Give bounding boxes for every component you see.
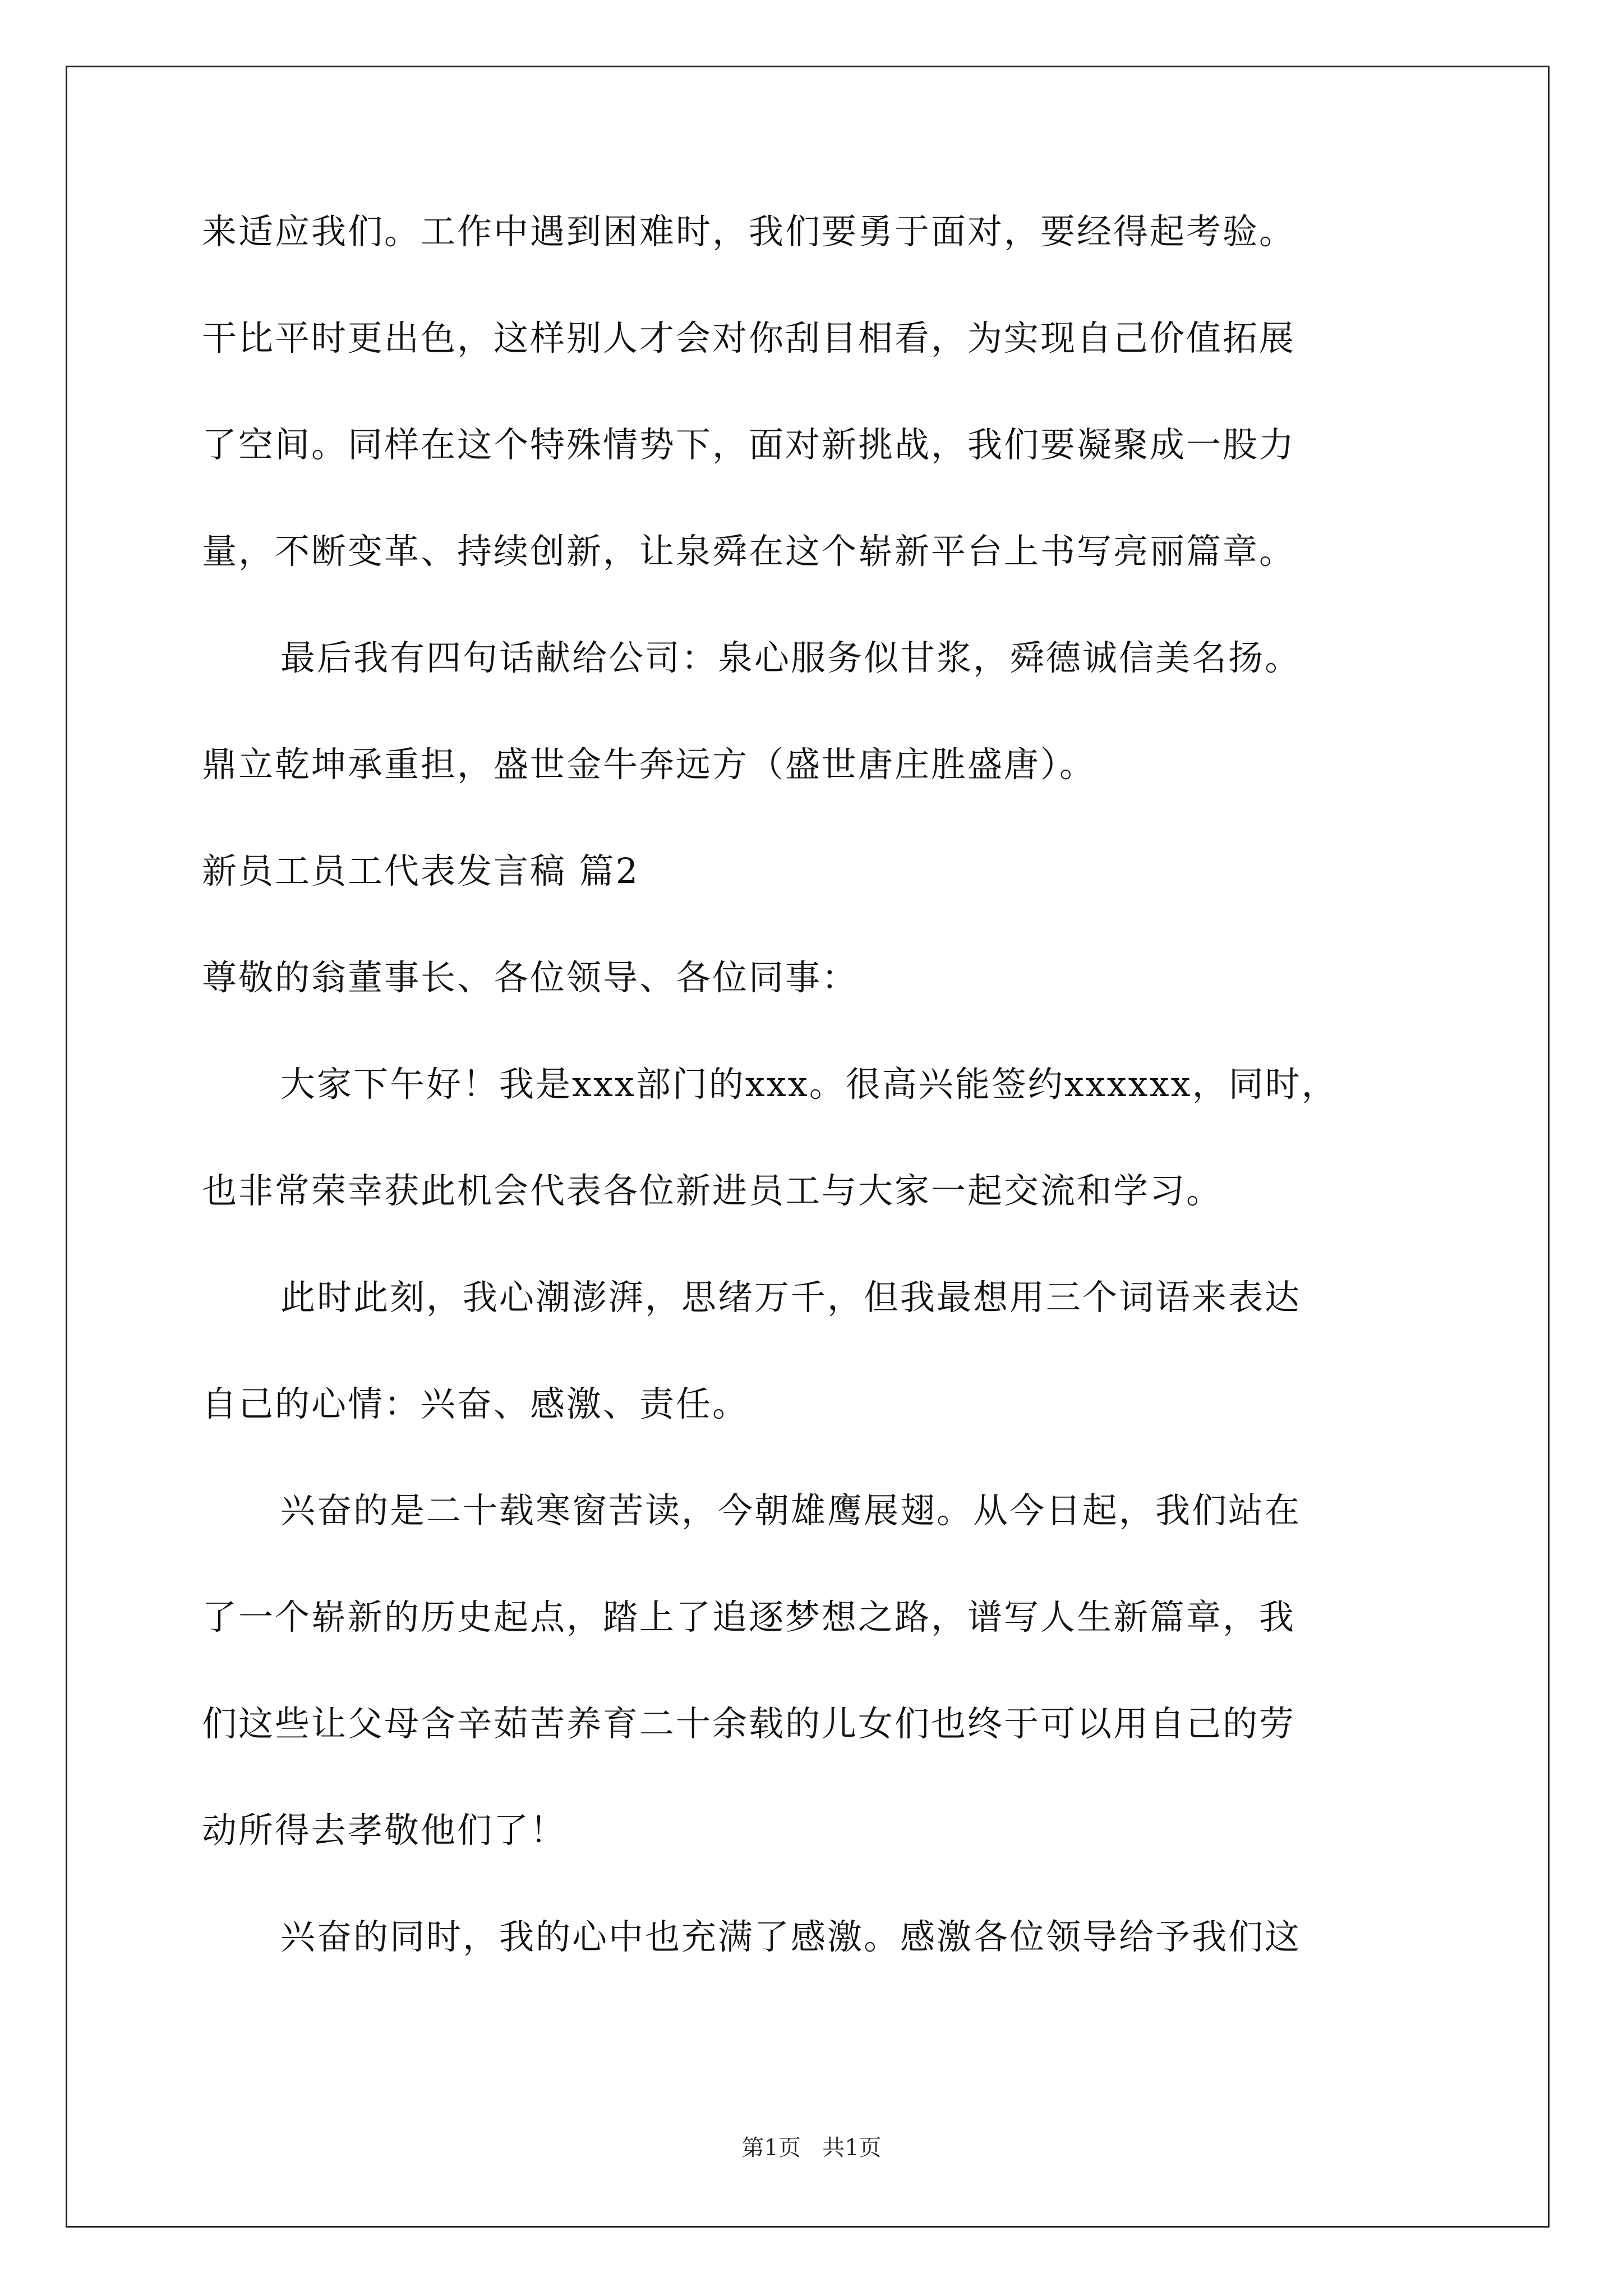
body-line-3: 了空间。同样在这个特殊情势下，面对新挑战，我们要凝聚成一股力	[202, 424, 1296, 465]
page-total: 共1页	[822, 2135, 882, 2161]
body-line-1: 来适应我们。工作中遇到困难时，我们要勇于面对，要经得起考验。	[202, 211, 1296, 252]
body-line-14: 了一个崭新的历史起点，踏上了追逐梦想之路，谱写人生新篇章，我	[202, 1596, 1296, 1637]
paragraph-start-feelings: 此时此刻，我心潮澎湃，思绪万千，但我最想用三个词语来表达	[280, 1277, 1302, 1318]
body-line-4: 量，不断变革、持续创新，让泉舜在这个崭新平台上书写亮丽篇章。	[202, 531, 1296, 572]
paragraph-start-excitement: 兴奋的是二十载寒窗苦读，今朝雄鹰展翅。从今日起，我们站在	[280, 1490, 1302, 1531]
body-line-6: 鼎立乾坤承重担，盛世金牛奔远方（盛世唐庄胜盛唐）。	[202, 744, 1096, 785]
body-line-10: 也非常荣幸获此机会代表各位新进员工与大家一起交流和学习。	[202, 1170, 1223, 1211]
page-footer	[0, 2134, 1623, 2162]
paragraph-start-greeting: 大家下午好！我是xxx部门的xxx。很高兴能签约xxxxxx，同时，	[280, 1064, 1338, 1105]
page-border	[66, 66, 1550, 2228]
salutation: 尊敬的翁董事长、各位领导、各位同事：	[202, 957, 859, 998]
body-line-2: 干比平时更出色，这样别人才会对你刮目相看，为实现自己价值拓展	[202, 318, 1296, 358]
page-number: 第1页	[741, 2135, 801, 2161]
body-line-16: 动所得去孝敬他们了！	[202, 1810, 567, 1851]
body-line-12: 自己的心情：兴奋、感激、责任。	[202, 1383, 749, 1424]
paragraph-start-closing: 最后我有四句话献给公司：泉心服务似甘浆，舜德诚信美名扬。	[280, 637, 1302, 678]
paragraph-start-gratitude: 兴奋的同时，我的心中也充满了感激。感激各位领导给予我们这	[280, 1916, 1302, 1957]
body-line-15: 们这些让父母含辛茹苦养育二十余载的儿女们也终于可以用自己的劳	[202, 1703, 1296, 1744]
section-heading: 新员工员工代表发言稿 篇2	[202, 850, 640, 891]
